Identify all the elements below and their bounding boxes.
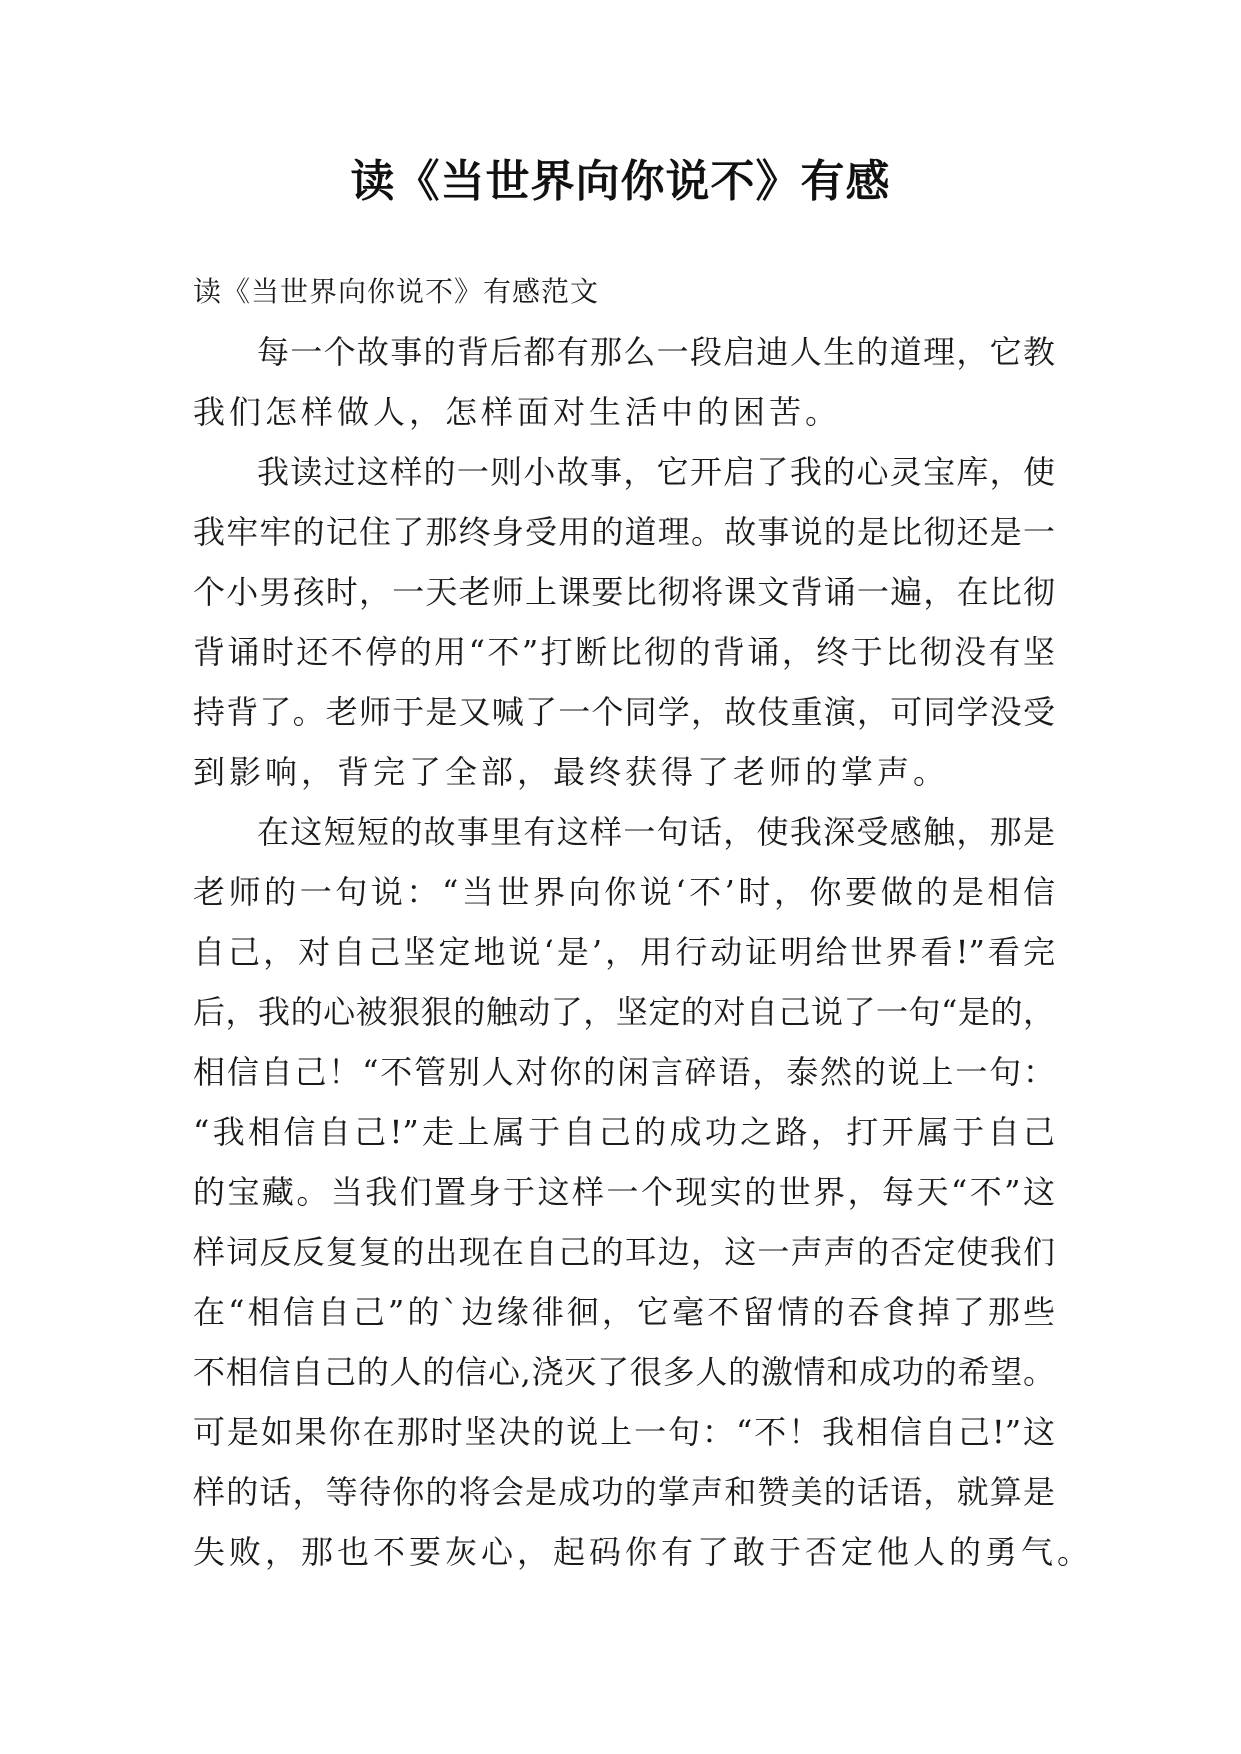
text-line: 我们怎样做人，怎样面对生活中的困苦。 [193, 393, 842, 431]
text-line: “我相信自己!”走上属于自己的成功之路，打开属于自己 [193, 1113, 1055, 1151]
paragraph-1 [193, 322, 1055, 442]
text-line: 不相信自己的人的信心,浇灭了很多人的激情和成功的希望。 [193, 1353, 1055, 1391]
text-line: 可是如果你在那时坚决的说上一句：“不！我相信自己!”这 [193, 1413, 1055, 1451]
text-line: 的宝藏。当我们置身于这样一个现实的世界，每天“不”这 [193, 1173, 1055, 1211]
text-line: 在这短短的故事里有这样一句话，使我深受感触，那是 [257, 813, 1055, 851]
text-line: 持背了。老师于是又喊了一个同学，故伎重演，可同学没受 [193, 693, 1055, 731]
text-line: 我牢牢的记住了那终身受用的道理。故事说的是比彻还是一 [193, 513, 1055, 551]
text-line: 每一个故事的背后都有那么一段启迪人生的道理，它教 [257, 333, 1055, 371]
paragraph-2 [193, 442, 1055, 802]
text-line: 我读过这样的一则小故事，它开启了我的心灵宝库，使 [257, 453, 1055, 491]
text-line: 背诵时还不停的用“不”打断比彻的背诵，终于比彻没有坚 [193, 633, 1055, 671]
document-body [193, 262, 1094, 1582]
text-line: 自己，对自己坚定地说‘是’，用行动证明给世界看!”看完 [193, 933, 1055, 971]
text-line: 相信自己！“不管别人对你的闲言碎语，泰然的说上一句： [193, 1053, 1055, 1091]
text-line: 个小男孩时，一天老师上课要比彻将课文背诵一遍，在比彻 [193, 573, 1055, 611]
text-line: 老师的一句说：“当世界向你说‘不’时，你要做的是相信 [193, 873, 1055, 911]
document-title: 读《当世界向你说不》有感 [350, 156, 891, 207]
text-line: 在“相信自己”的`边缘徘徊，它毫不留情的吞食掉了那些 [193, 1293, 1055, 1331]
paragraph-3 [193, 802, 1094, 1582]
document-subtitle: 读《当世界向你说不》有感范文 [193, 275, 600, 308]
text-line: 失败，那也不要灰心，起码你有了敢于否定他人的勇气。 [193, 1533, 1094, 1571]
text-line: 到影响，背完了全部，最终获得了老师的掌声。 [193, 753, 950, 791]
text-line: 样词反反复复的出现在自己的耳边，这一声声的否定使我们 [193, 1233, 1055, 1271]
text-line: 样的话，等待你的将会是成功的掌声和赞美的话语，就算是 [193, 1473, 1055, 1511]
text-line: 后，我的心被狠狠的触动了，坚定的对自己说了一句“是的， [193, 993, 1055, 1031]
